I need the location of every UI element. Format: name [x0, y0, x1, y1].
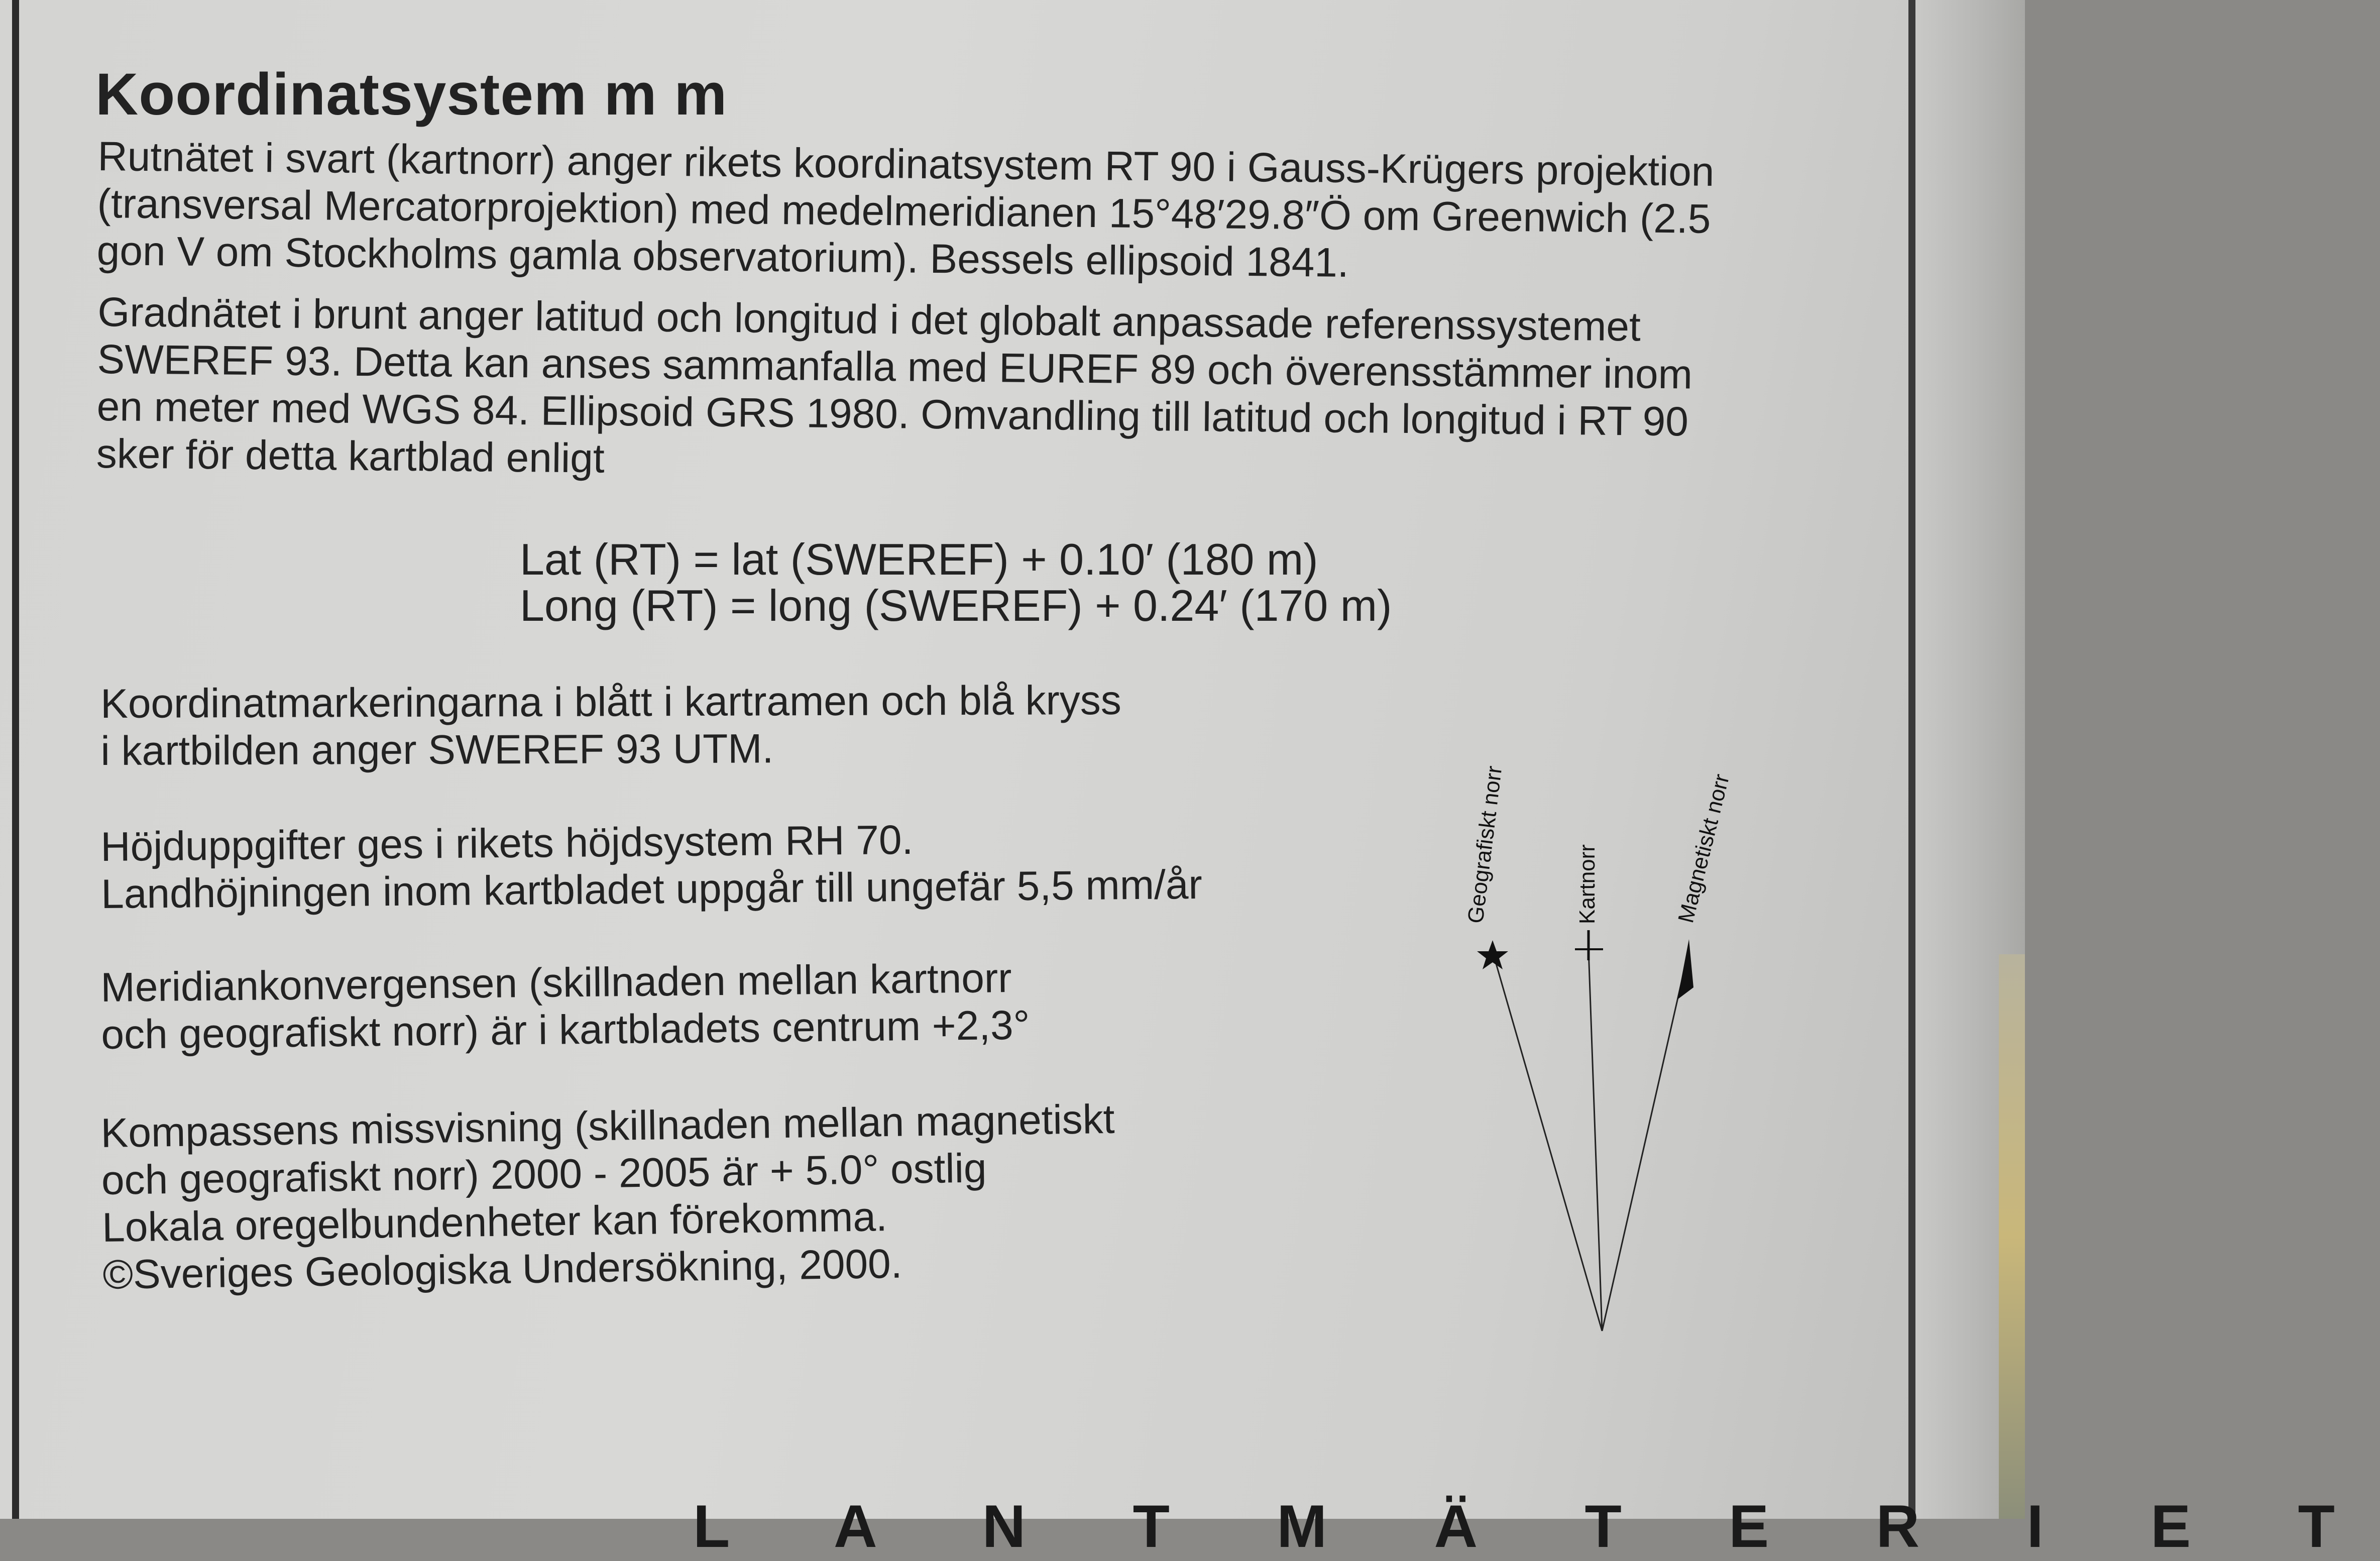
- lat-formula: Lat (RT) = lat (SWEREF) + 0.10′ (180 m): [520, 534, 1318, 584]
- rt90-line-1: Rutnätet i svart (kartnorr) anger rikets koordinatsystem RT 90 i Gauss-Krügers projektion: [97, 133, 1715, 195]
- sweref-paragraph: [96, 289, 1693, 493]
- lantmateriet-footer-partial: L A N T M Ä T E R I E T: [693, 1493, 2380, 1560]
- right-frame-line: [1908, 0, 1915, 1519]
- copyright-line: ©Sveriges Geologiska Undersökning, 2000.: [102, 1241, 903, 1298]
- geographic-north-line: [1494, 957, 1602, 1331]
- magnetic-north-line: [1602, 949, 1689, 1331]
- map-north-line: [1589, 949, 1602, 1331]
- height-paragraph: [100, 814, 1202, 918]
- declination-line-2: och geografiskt norr) 2000 - 2005 är + 5.0° ostlig: [101, 1145, 987, 1203]
- star-icon: [1477, 940, 1508, 969]
- mag-north-label: Magnetiskt norr: [1673, 771, 1735, 926]
- page-title: Koordinatsystem m m: [95, 61, 728, 128]
- convergence-line-2: och geografiskt norr) är i kartbladets centrum +2,3°: [100, 1002, 1030, 1058]
- map-north-label: Kartnorr: [1575, 844, 1600, 924]
- utm-line-2: i kartbilden anger SWEREF 93 UTM.: [100, 726, 774, 774]
- declination-paragraph: [100, 1096, 1117, 1299]
- geo-north-label: Geografiskt norr: [1463, 764, 1507, 925]
- conversion-formulas: [520, 536, 1392, 629]
- north-directions-diagram: [1406, 743, 1768, 1346]
- declination-line-3: Lokala oregelbundenheter kan förekomma.: [101, 1194, 888, 1251]
- half-arrow-icon: [1677, 939, 1693, 999]
- sweref-line-1: Gradnätet i brunt anger latitud och longitud i det globalt anpassade referenssystemet: [97, 289, 1641, 350]
- sweref-line-4: sker för detta kartblad enligt: [96, 430, 605, 482]
- height-line-1: Höjduppgifter ges i rikets höjdsystem RH 70.: [100, 817, 914, 870]
- map-edge-strip: [1999, 954, 2025, 1519]
- height-line-2: Landhöjningen inom kartbladet uppgår till ungefär 5,5 mm/år: [100, 861, 1203, 917]
- utm-line-1: Koordinatmarkeringarna i blått i kartramen och blå kryss: [100, 677, 1121, 727]
- sweref-line-3: en meter med WGS 84. Ellipsoid GRS 1980. Omvandling till latitud och longitud i RT 90: [96, 383, 1689, 445]
- sweref-line-2: SWEREF 93. Detta kan anses sammanfalla med EUREF 89 och överensstämmer inom: [97, 336, 1693, 398]
- utm-paragraph: [100, 677, 1121, 775]
- left-frame-line: [12, 0, 19, 1519]
- long-formula: Long (RT) = long (SWEREF) + 0.24′ (170 m): [520, 581, 1392, 630]
- convergence-line-1: Meridiankonvergensen (skillnaden mellan kartnorr: [100, 955, 1012, 1011]
- rt90-paragraph: [96, 133, 1715, 290]
- rt90-line-3: gon V om Stockholms gamla observatorium). Bessels ellipsoid 1841.: [96, 228, 1349, 286]
- rt90-line-2: (transversal Mercatorprojektion) med medelmeridianen 15°48′29.8″Ö om Greenwich (2.5: [97, 180, 1711, 242]
- convergence-paragraph: [100, 955, 1030, 1059]
- declination-line-1: Kompassens missvisning (skillnaden mellan magnetiskt: [100, 1096, 1115, 1156]
